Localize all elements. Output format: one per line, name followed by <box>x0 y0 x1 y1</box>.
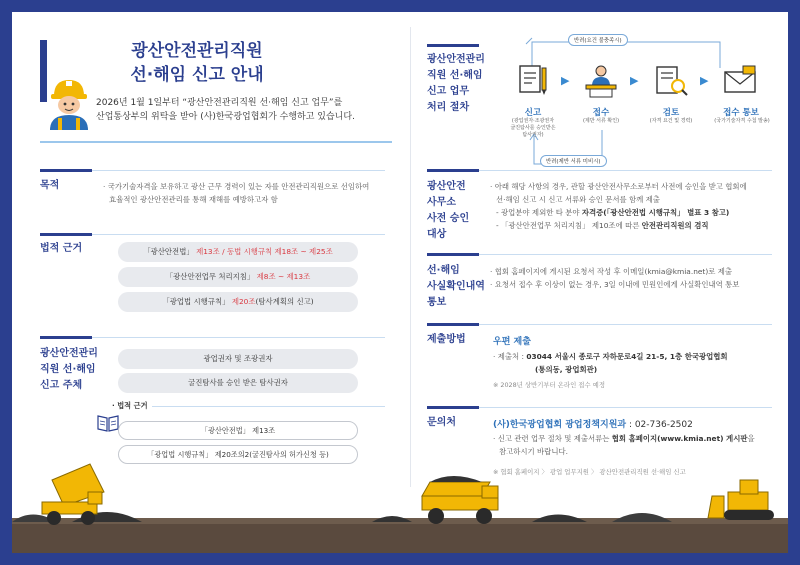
return-bottom-chip: 반려(제반 서류 미비시) <box>540 155 607 167</box>
step-1-sub-line-3: 탐사권자) <box>522 132 544 138</box>
step-1-sub-line-1: (광업권자·조광권자 <box>511 118 555 124</box>
contact-org: (사)한국광업협회 광업정책지원과 <box>493 420 627 430</box>
submission-address <box>493 350 783 376</box>
reporter-item-2: 굴진탐사를 승인 받은 탐사권자 <box>118 373 358 393</box>
intro-text <box>96 96 396 124</box>
legal-basis-label: 법적 근거 <box>40 243 83 254</box>
pre-approval-line-4-bold: 안전관리직원의 겸직 <box>641 221 709 230</box>
submission-address-row <box>493 350 783 363</box>
reporter-bar <box>40 336 92 339</box>
process-flow-lines <box>498 32 778 172</box>
reporter-label-line-3: 신고 주체 <box>40 380 83 391</box>
reception-desk-icon <box>582 62 620 100</box>
purpose-text <box>103 180 393 206</box>
confirmation-bar <box>427 253 479 256</box>
legal-basis-item-1-pre: 「광산안전법」 <box>143 247 197 256</box>
page-title <box>82 39 312 87</box>
submission-address-line-1: 03044 서울시 종로구 자하문로4길 21-5, 1층 한국광업협회 <box>526 352 728 361</box>
title-line-2: 선·해임 신고 안내 <box>130 65 264 85</box>
pre-approval-line-3-bold: 자격증(「광산안전법 시행규칙」 별표 3 참고) <box>581 208 730 217</box>
legal-basis-item-3-post: (탐사계획의 신고) <box>255 297 314 306</box>
step-3-sub: (자격 요건 및 경력) <box>649 118 693 124</box>
pre-approval-line-3-pre: - 광업분야 제외한 타 분야 <box>496 208 582 217</box>
submission-address-line-2: (통의동, 광업회관) <box>535 365 598 374</box>
step-2-sub: (제반 서류 확인) <box>582 118 620 124</box>
confirmation-label-line-2: 사실확인내역 <box>427 281 485 292</box>
reporter-label-line-2: 직원 선·해임 <box>40 364 96 375</box>
pre-approval-label-line-2: 사무소 <box>427 197 456 208</box>
reporter-legal-line <box>112 406 385 407</box>
arrow-3-icon: ▶ <box>700 74 709 87</box>
legal-basis-item-2-pre: 「광산안전업무 처리지침」 <box>165 272 257 281</box>
brochure-page <box>12 12 788 553</box>
purpose-bar <box>40 169 92 172</box>
reporter-item-1: 광업권자 및 조광권자 <box>118 349 358 369</box>
purpose-label: 목적 <box>40 180 60 191</box>
step-4-sub: (국가기술자격 수첩 발송) <box>714 118 770 124</box>
pre-approval-bar <box>427 169 479 172</box>
book-icon <box>97 414 119 432</box>
intro-line-2: 산업통상부의 위탁을 받아 (사)한국광업협회가 수행하고 있습니다. <box>96 112 355 122</box>
step-1-name: 신고 <box>524 108 542 118</box>
contact-line-1 <box>493 432 783 445</box>
reporter-label <box>40 346 98 394</box>
legal-basis-bar <box>40 233 92 236</box>
submission-note: ※ 2028년 상반기부터 온라인 접수 예정 <box>493 381 606 389</box>
legal-basis-item-3-red: 제20조 <box>231 297 256 306</box>
contact-phone: : 02-736-2502 <box>626 420 693 430</box>
process-label-line-2: 직원 선·해임 <box>427 70 483 81</box>
purpose-line-1: · 국가기술자격을 보유하고 광산 근무 경력이 있는 자를 안전관리직원으로 선임하여 <box>103 182 370 191</box>
mine-worker-icon <box>46 74 92 130</box>
dump-truck-center <box>422 476 498 524</box>
step-3-name: 검토 <box>662 108 680 118</box>
contact-line-2: 참고하시기 바랍니다. <box>499 447 568 456</box>
confirmation-line-2: · 요청서 접수 후 이상이 없는 경우, 3일 이내에 민원인에게 사실확인내역 통보 <box>490 280 740 289</box>
center-divider <box>410 27 411 487</box>
mining-scene-illustration <box>12 452 788 553</box>
submission-address-prefix: · 제출처 : <box>493 352 527 361</box>
step-1-sub <box>500 118 566 139</box>
confirmation-label <box>427 263 485 311</box>
confirmation-label-line-3: 통보 <box>427 297 447 308</box>
process-bar <box>427 44 479 47</box>
header-rule <box>40 141 392 143</box>
pre-approval-line-2: 선·해임 신고 시 신고 서류와 승인 문서를 함께 제출 <box>496 195 660 204</box>
arrow-1-icon: ▶ <box>561 74 570 87</box>
review-magnifier-icon <box>652 62 690 100</box>
legal-basis-item-3 <box>118 292 358 312</box>
step-2-name: 접수 <box>592 108 610 118</box>
contact-org-row <box>493 417 693 430</box>
submission-bar <box>427 323 479 326</box>
contact-bar <box>427 406 479 409</box>
process-label-line-3: 신고 업무 <box>427 86 470 97</box>
legal-basis-item-3-pre: 「광업법 시행규칙」 <box>162 297 232 306</box>
process-label-line-4: 처리 절차 <box>427 102 470 113</box>
legal-basis-item-1-red: 제13조 / 동법 시행규칙 제18조 ~ 제25조 <box>196 247 333 256</box>
reporter-legal-item-2: 「광업법 시행규칙」 제20조의2(굴진탐사의 허가신청 등) <box>118 445 358 464</box>
bulldozer-right <box>708 480 774 520</box>
contact-line-1-pre: · 신고 관련 업무 절차 및 제출서류는 <box>493 434 612 443</box>
arrow-2-icon: ▶ <box>630 74 639 87</box>
contact-label: 문의처 <box>427 417 456 428</box>
title-line-1: 광산안전관리직원 <box>131 41 263 61</box>
reporter-legal-title: · 법적 근거 <box>112 401 152 411</box>
reporter-label-line-1: 광산안전관리 <box>40 348 98 359</box>
legal-basis-item-1 <box>118 242 358 262</box>
contact-line-1-post: 을 <box>747 434 755 443</box>
contact-line-1-bold: 협회 홈페이지(www.kmia.net) 게시판 <box>611 434 748 443</box>
pre-approval-line-1: · 아래 해당 사항의 경우, 관할 광산안전사무소로부터 사전에 승인을 받고 협회에 <box>490 182 747 191</box>
intro-line-1: 2026년 1월 1일부터 “광산안전관리직원 선·해임 신고 업무”를 <box>96 98 343 108</box>
legal-basis-item-2-red: 제8조 ~ 제13조 <box>256 272 311 281</box>
pre-approval-line-3 <box>490 206 780 219</box>
contact-note: ※ 협회 홈페이지 〉 광업 업무지원 〉 광산안전관리직원 선·해임 신고 <box>493 468 686 476</box>
pre-approval-label-line-4: 대상 <box>427 229 447 240</box>
return-top-chip: 반려(요건 불충족시) <box>568 34 628 46</box>
process-label-line-1: 광산안전관리 <box>427 54 485 65</box>
purpose-line-2: 효율적인 광산안전관리를 통해 재해를 예방하고자 함 <box>109 195 278 204</box>
report-document-icon <box>514 62 552 100</box>
pre-approval-label-line-3: 사전 승인 <box>427 213 470 224</box>
confirmation-text <box>490 265 780 291</box>
pre-approval-label-line-1: 광산안전 <box>427 181 466 192</box>
pre-approval-line-4-pre: - 「광산안전업무 처리지침」 제10조에 따른 <box>496 221 642 230</box>
notification-mail-icon <box>721 62 759 100</box>
submission-method: 우편 제출 <box>493 337 531 347</box>
confirmation-label-line-1: 선·해임 <box>427 265 460 276</box>
submission-label: 제출방법 <box>427 334 466 345</box>
step-4-name: 접수 통보 <box>723 108 759 118</box>
step-1-sub-line-2: 굴진탐사를 승인받은 <box>510 125 556 131</box>
pre-approval-label <box>427 179 469 243</box>
legal-basis-item-2 <box>118 267 358 287</box>
pre-approval-line-4 <box>490 219 780 232</box>
reporter-legal-item-1: 「광산안전법」 제13조 <box>118 421 358 440</box>
confirmation-line-1: · 협회 홈페이지에 게시된 요청서 작성 후 이메일(kmia@kmia.net)로 제출 <box>490 267 732 276</box>
pre-approval-text <box>490 180 780 232</box>
process-label <box>427 52 485 116</box>
